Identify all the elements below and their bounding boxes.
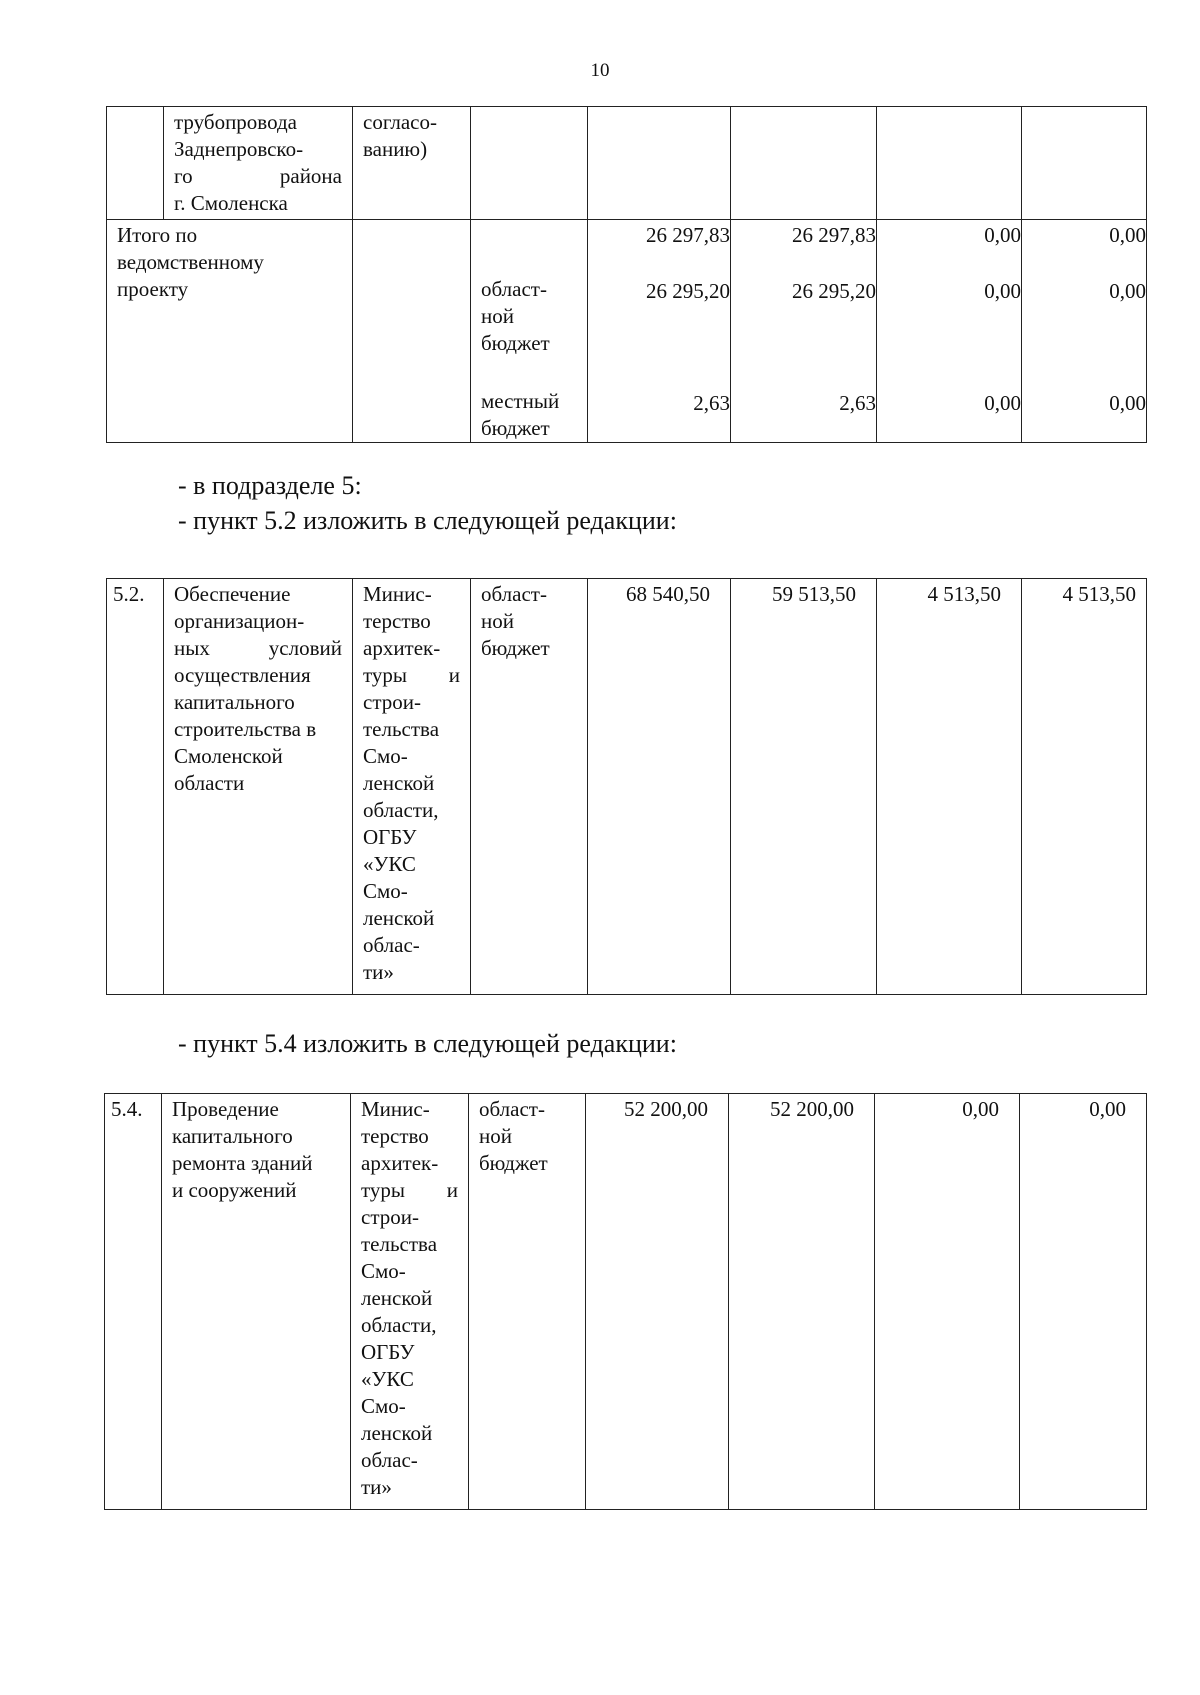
value-local: 0,00 (984, 391, 1021, 415)
text-line: терство (361, 1124, 429, 1148)
text-line: Итого по (117, 223, 198, 247)
text-line: области (174, 771, 245, 795)
value-regional: 26 295,20 (646, 279, 730, 303)
text-line: ленской (363, 771, 435, 795)
text-line (174, 163, 342, 190)
text-line: област- (479, 1097, 545, 1121)
text-line: ленской (361, 1286, 433, 1310)
cell-value (731, 107, 877, 220)
table-row-total (107, 220, 1147, 443)
text-line: облас- (363, 933, 420, 957)
text-line: област- (481, 582, 547, 606)
text-line: осуществления (174, 663, 311, 687)
text-line: ленской (363, 906, 435, 930)
cell-value: 68 540,50 (588, 579, 731, 995)
cell-value: 59 513,50 (731, 579, 877, 995)
paragraph-subsection: - в подразделе 5: (178, 471, 362, 500)
cell-executor (353, 579, 471, 995)
cell-value-col1 (588, 220, 731, 443)
text-line: Обеспечение (174, 582, 291, 606)
cell-value: 4 513,50 (877, 579, 1022, 995)
table-item-54 (104, 1093, 1147, 1510)
text-line: капитального (172, 1124, 293, 1148)
cell-name (164, 579, 353, 995)
text-line-justified: го района (174, 164, 342, 188)
cell-executor (353, 220, 471, 443)
sub-row-total (471, 220, 587, 276)
value-regional: 0,00 (1109, 279, 1146, 303)
text-line: Минис- (363, 582, 432, 606)
cell-name (164, 107, 353, 220)
text-line: бюджет (479, 1151, 548, 1175)
cell-value (1022, 107, 1147, 220)
table-row (107, 579, 1147, 995)
text-line: ванию) (363, 137, 428, 161)
table-row (107, 107, 1147, 220)
cell-value-col4 (1022, 220, 1147, 443)
cell-value (877, 107, 1022, 220)
value-local: 0,00 (1109, 391, 1146, 415)
cell-value-col2 (731, 220, 877, 443)
text-line: архитек- (361, 1151, 439, 1175)
cell-value (588, 107, 731, 220)
text-line: Заднепровско- (174, 137, 304, 161)
sub-row-regional (471, 276, 587, 388)
text-line: ной (479, 1124, 512, 1148)
paragraph-item-54: - пункт 5.4 изложить в следующей редакции: (178, 1029, 677, 1058)
text-line: ных условий (174, 636, 342, 660)
text-line: области, (361, 1313, 437, 1337)
table-item-52 (106, 578, 1147, 995)
cell-value: 52 200,00 (729, 1094, 875, 1510)
text-line: тельства (361, 1232, 438, 1256)
value-total: 0,00 (1109, 223, 1146, 247)
value-regional: 26 295,20 (792, 279, 876, 303)
value-regional: 0,00 (984, 279, 1021, 303)
text-line: архитек- (363, 636, 441, 660)
text-line: ленской (361, 1421, 433, 1445)
cell-value-col3 (877, 220, 1022, 443)
cell-value: 0,00 (1020, 1094, 1147, 1510)
table-row (105, 1094, 1147, 1510)
cell-number: 5.2. (107, 579, 164, 995)
text-line: терство (363, 609, 431, 633)
cell-source (471, 579, 588, 995)
text-line: област- (481, 277, 547, 301)
cell-value: 0,00 (875, 1094, 1020, 1510)
value-local: 2,63 (839, 391, 876, 415)
cell-name (162, 1094, 351, 1510)
text-line: капитального (174, 690, 295, 714)
cell-source (471, 107, 588, 220)
text-line: Проведение (172, 1097, 279, 1121)
text-line: Смо- (361, 1259, 406, 1283)
cell-source (469, 1094, 586, 1510)
cell-executor (351, 1094, 469, 1510)
text-line: ОГБУ (361, 1340, 415, 1364)
text-line: местный (481, 389, 560, 413)
text-line: согласо- (363, 110, 437, 134)
value-total: 26 297,83 (792, 223, 876, 247)
text-line: Смо- (361, 1394, 406, 1418)
text-line: строительства в (174, 717, 317, 741)
text-line: ОГБУ (363, 825, 417, 849)
text-line: ведомственному (117, 250, 264, 274)
text-line: облас- (361, 1448, 418, 1472)
sub-row-local (471, 388, 587, 442)
value-total: 0,00 (984, 223, 1021, 247)
text-line: ремонта зданий (172, 1151, 313, 1175)
text-line: области, (363, 798, 439, 822)
text-line: ти» (361, 1475, 392, 1499)
value-total: 26 297,83 (646, 223, 730, 247)
text-line: проекту (117, 277, 189, 301)
paragraph-item-52: - пункт 5.2 изложить в следующей редакции: (178, 506, 677, 535)
text-line: туры и (363, 663, 460, 687)
text-line: ти» (363, 960, 394, 984)
text-line: бюджет (481, 331, 550, 355)
text-line: г. Смоленска (174, 191, 288, 215)
cell-value: 4 513,50 (1022, 579, 1147, 995)
cell-source (471, 220, 588, 443)
text-line: строи- (363, 690, 421, 714)
value-local: 2,63 (693, 391, 730, 415)
text-line: и сооружений (172, 1178, 297, 1202)
text-line: Смоленской (174, 744, 283, 768)
cell-executor (353, 107, 471, 220)
text-line: Смо- (363, 879, 408, 903)
text-line: ной (481, 304, 514, 328)
text-line: трубопровода (174, 110, 297, 134)
cell-number: 5.4. (105, 1094, 162, 1510)
page-number: 10 (590, 60, 610, 81)
cell-total-label (107, 220, 353, 443)
text-line: «УКС (363, 852, 416, 876)
text-line: ной (481, 609, 514, 633)
text-line: строи- (361, 1205, 419, 1229)
text-line: бюджет (481, 416, 550, 440)
text-line: Минис- (361, 1097, 430, 1121)
top-table (106, 106, 1147, 443)
cell-value: 52 200,00 (586, 1094, 729, 1510)
cell-number (107, 107, 164, 220)
text-line: бюджет (481, 636, 550, 660)
text-line: организацион- (174, 609, 305, 633)
text-line: туры и (361, 1178, 458, 1202)
text-line: тельства (363, 717, 440, 741)
text-line: Смо- (363, 744, 408, 768)
text-line: «УКС (361, 1367, 414, 1391)
